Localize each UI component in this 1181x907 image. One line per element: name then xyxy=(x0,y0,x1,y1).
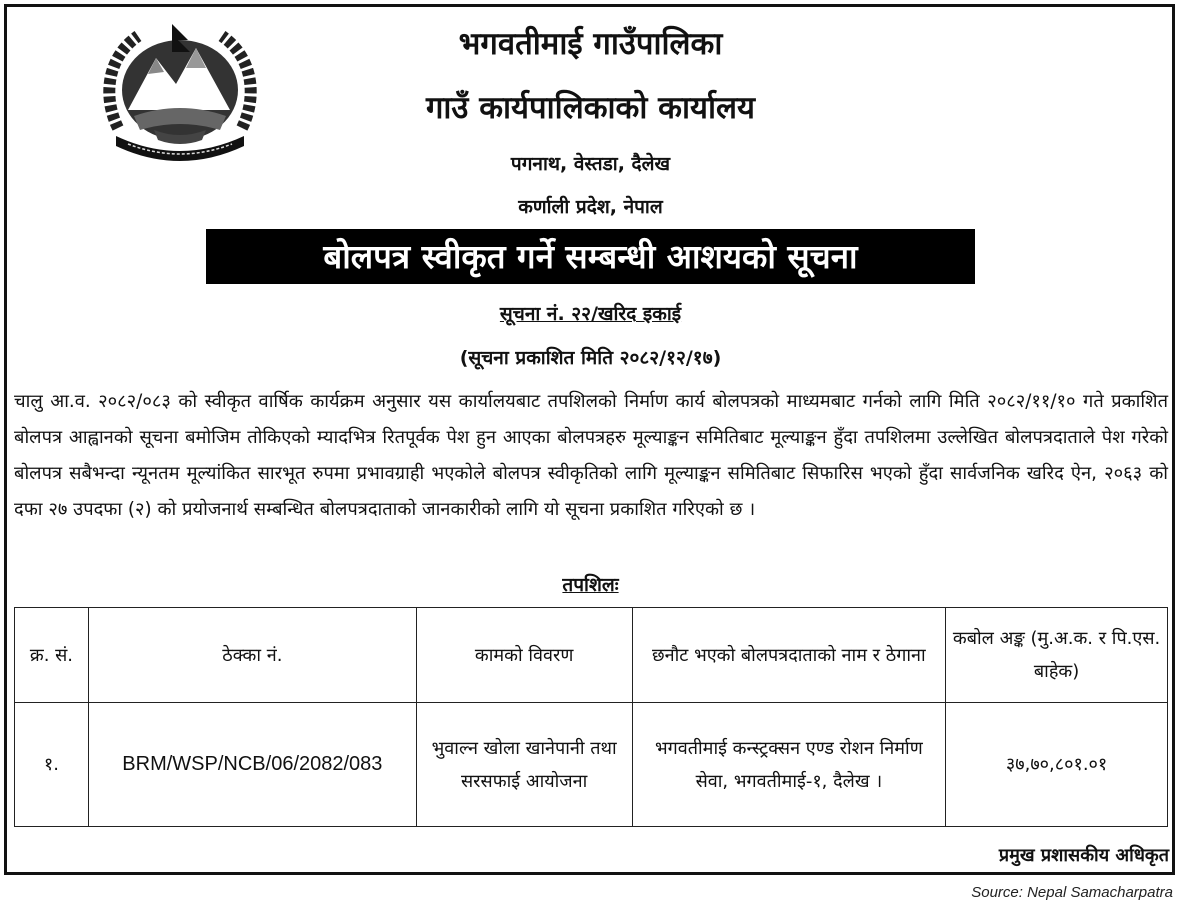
notice-number-text: सूचना नं. २२/खरिद इकाई xyxy=(499,303,682,325)
cell-amount: ३७,७०,८०१.०१ xyxy=(946,703,1168,827)
header-bidder: छनौट भएको बोलपत्रदाताको नाम र ठेगाना xyxy=(632,608,946,703)
details-table xyxy=(14,607,1168,827)
table-header-row xyxy=(15,608,1168,703)
details-title xyxy=(0,571,1181,597)
signature-title: प्रमुख प्रशासकीय अधिकृत xyxy=(998,845,1169,866)
cell-sn: १. xyxy=(15,703,89,827)
source-credit: Source: Nepal Samacharpatra xyxy=(971,884,1173,901)
notice-body: चालु आ.व. २०८२/०८३ को स्वीकृत वार्षिक कार्यक्रम अनुसार यस कार्यालयबाट तपशिलको निर्माण कार्य बोलपत्रको माध्यमबाट गर्नको लागि मिति २०८२/११/१० गते प्रकाशित बोलपत्र आह्वानको सूचना बमोजिम तोकिएको म्यादभित्र रितपूर्वक पेश हुन आएका बोलपत्रहरु मूल्याङ्कन समितिबाट मूल्याङ्कन हुँदा तपशिलमा उल्लेखित बोलपत्रदाताले पेश गरेको बोलपत्र सबैभन्दा न्यूनतम मूल्यांकित सारभूत रुपमा प्रभावग्राही भएकोले बोलपत्र स्वीकृतिको लागि मूल्याङ्कन समितिबाट सिफारिस भएको हुँदा सार्वजनिक खरिद ऐन, २०६३ को दफा २७ उपदफा (२) को प्रयोजनार्थ सम्बन्धित बोलपत्रदाताको जानकारीको लागि यो सूचना प्रकाशित गरिएको छ । xyxy=(14,391,1168,520)
header-sn: क्र. सं. xyxy=(15,608,89,703)
header-description: कामको विवरण xyxy=(416,608,632,703)
cell-description: भुवाल्न खोला खानेपानी तथा सरसफाई आयोजना xyxy=(416,703,632,827)
notice-number xyxy=(0,300,1181,326)
address-line-2: कर्णाली प्रदेश, नेपाल xyxy=(518,196,663,218)
table-row xyxy=(15,703,1168,827)
publish-date: (सूचना प्रकाशित मिति २०८२/१२/१७) xyxy=(459,347,722,369)
cell-bidder: भगवतीमाई कन्स्ट्रक्सन एण्ड रोशन निर्माण सेवा, भगवतीमाई-१, दैलेख । xyxy=(632,703,946,827)
address-line-1: पगनाथ, वेस्तडा, दैलेख xyxy=(510,153,671,175)
office-name: गाउँ कार्यपालिकाको कार्यालय xyxy=(425,90,756,126)
notice-title-banner: बोलपत्र स्वीकृत गर्ने सम्बन्धी आशयको सूचना xyxy=(206,229,975,284)
org-name: भगवतीमाई गाउँपालिका xyxy=(458,26,723,62)
header-amount: कबोल अङ्क (मु.अ.क. र पि.एस. बाहेक) xyxy=(946,608,1168,703)
header-contract-no: ठेक्का नं. xyxy=(88,608,416,703)
details-title-text: तपशिलः xyxy=(562,574,619,596)
cell-contract-no: BRM/WSP/NCB/06/2082/083 xyxy=(88,703,416,827)
